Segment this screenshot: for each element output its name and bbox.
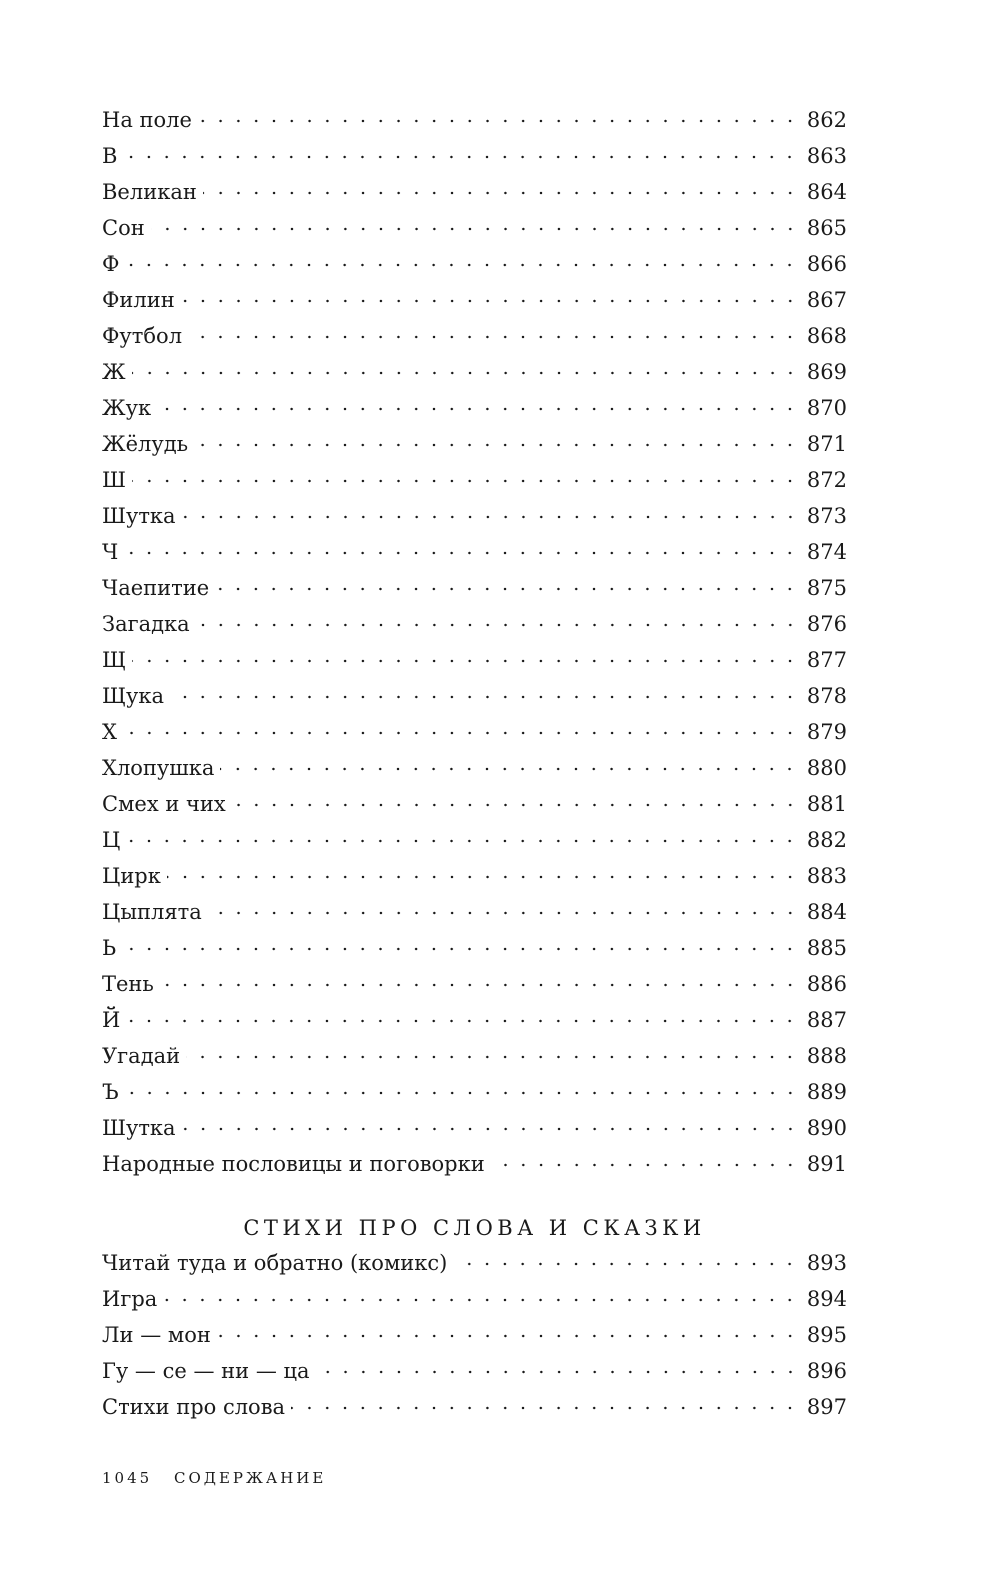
dot-leader [453, 1262, 799, 1266]
dot-leader [215, 587, 799, 591]
toc-entry[interactable] [102, 1002, 847, 1038]
toc-entry-page: 889 [806, 1080, 847, 1104]
dot-leader [291, 1406, 799, 1410]
toc-entry-title: Футбол [102, 324, 183, 348]
toc-entry-title: Шутка [102, 504, 176, 528]
toc-entry[interactable] [102, 318, 847, 354]
toc-entry[interactable] [102, 1038, 847, 1074]
toc-entry[interactable] [102, 354, 847, 390]
toc-entry[interactable] [102, 1074, 847, 1110]
dot-leader [122, 947, 799, 951]
dot-leader [125, 1091, 799, 1095]
toc-entry-page: 897 [806, 1395, 847, 1419]
dot-leader [132, 479, 799, 483]
toc-entry[interactable] [102, 1110, 847, 1146]
dot-leader [181, 299, 799, 303]
toc-entry-title: Великан [102, 180, 197, 204]
dot-leader [316, 1370, 799, 1374]
toc-entry-title: Стихи про слова [102, 1395, 286, 1419]
toc-entry[interactable] [102, 534, 847, 570]
toc-entry[interactable] [102, 1317, 847, 1353]
toc-entry[interactable] [102, 750, 847, 786]
toc-entry-title: Филин [102, 288, 175, 312]
toc-entry-title: Гу — се — ни — ца [102, 1359, 310, 1383]
dot-leader [196, 623, 799, 627]
toc-entry-title: Ъ [102, 1080, 119, 1104]
toc-entry-title: Смех и чих [102, 792, 226, 816]
toc-entry[interactable] [102, 822, 847, 858]
dot-leader [232, 803, 799, 807]
toc-entry-page: 870 [806, 396, 847, 420]
toc-entry-page: 888 [806, 1044, 847, 1068]
toc-entry-page: 872 [806, 468, 847, 492]
dot-leader [123, 731, 799, 735]
toc-entry-page: 867 [806, 288, 847, 312]
toc-entry[interactable] [102, 1281, 847, 1317]
toc-entry[interactable] [102, 282, 847, 318]
toc-entry-page: 874 [806, 540, 847, 564]
dot-leader [198, 119, 799, 123]
toc-entry[interactable] [102, 498, 847, 534]
toc-entry-page: 878 [806, 684, 847, 708]
toc-entry-page: 885 [806, 936, 847, 960]
dot-leader [217, 1334, 799, 1338]
toc-entry[interactable] [102, 390, 847, 426]
toc-entry-title: Цыплята [102, 900, 202, 924]
toc-entry-page: 880 [806, 756, 847, 780]
toc-entry[interactable] [102, 174, 847, 210]
toc-entry-page: 883 [806, 864, 847, 888]
dot-leader [182, 515, 799, 519]
toc-entry[interactable] [102, 642, 847, 678]
toc-entry-title: Щука [102, 684, 164, 708]
page-number: 1045 [102, 1469, 153, 1487]
toc-entry[interactable] [102, 1245, 847, 1281]
toc-entry-page: 877 [806, 648, 847, 672]
dot-leader [220, 767, 798, 771]
dot-leader [186, 1055, 799, 1059]
toc-entry-title: В [102, 144, 118, 168]
toc-entry-title: Й [102, 1008, 121, 1032]
toc-entry[interactable] [102, 606, 847, 642]
toc-entry-title: Цирк [102, 864, 161, 888]
page-footer [102, 1466, 326, 1490]
dot-leader [151, 227, 799, 231]
toc-entry-title: Ч [102, 540, 119, 564]
toc-list-section [102, 1245, 847, 1425]
toc-entry-page: 893 [806, 1251, 847, 1275]
toc-entry-title: Чаепитие [102, 576, 210, 600]
toc-entry-title: Щ [102, 648, 126, 672]
toc-entry[interactable] [102, 570, 847, 606]
dot-leader [124, 551, 799, 555]
toc-entry-page: 886 [806, 972, 847, 996]
toc-entry-page: 887 [806, 1008, 847, 1032]
toc-entry-title: Сон [102, 216, 145, 240]
toc-entry-title: Ь [102, 936, 117, 960]
toc-entry-title: Загадка [102, 612, 190, 636]
dot-leader [167, 875, 799, 879]
toc-entry-page: 871 [806, 432, 847, 456]
toc-entry[interactable] [102, 1389, 847, 1425]
toc-entry[interactable] [102, 138, 847, 174]
toc-entry-title: Ш [102, 468, 126, 492]
toc-entry-page: 896 [806, 1359, 847, 1383]
toc-entry[interactable] [102, 858, 847, 894]
toc-entry-page: 875 [806, 576, 847, 600]
toc-entry-page: 866 [806, 252, 847, 276]
dot-leader [132, 371, 799, 375]
toc-entry-title: Игра [102, 1287, 158, 1311]
toc-entry-title: Тень [102, 972, 154, 996]
toc-entry[interactable] [102, 462, 847, 498]
toc-entry-page: 873 [806, 504, 847, 528]
dot-leader [132, 659, 799, 663]
toc-entry-page: 876 [806, 612, 847, 636]
toc-entry[interactable] [102, 966, 847, 1002]
dot-leader [123, 155, 798, 159]
dot-leader [125, 263, 798, 267]
toc-entry-title: Жук [102, 396, 152, 420]
toc-entry-page: 864 [806, 180, 847, 204]
toc-entry-title: Угадай [102, 1044, 181, 1068]
toc-entry-title: На поле [102, 108, 192, 132]
dot-leader [126, 839, 799, 843]
toc-entry-page: 879 [806, 720, 847, 744]
dot-leader [188, 335, 799, 339]
toc-entry-page: 895 [806, 1323, 847, 1347]
toc-entry[interactable] [102, 246, 847, 282]
toc-entry-title: Хлопушка [102, 756, 215, 780]
dot-leader [157, 407, 799, 411]
toc-list-main [102, 102, 847, 1182]
toc-entry-page: 881 [806, 792, 847, 816]
dot-leader [203, 191, 799, 195]
toc-entry-page: 862 [806, 108, 847, 132]
toc-entry-title: Читай туда и обратно (комикс) [102, 1251, 448, 1275]
toc-entry-page: 894 [806, 1287, 847, 1311]
dot-leader [170, 695, 799, 699]
toc-entry-page: 891 [806, 1152, 847, 1176]
toc-entry[interactable] [102, 1146, 847, 1182]
toc-entry[interactable] [102, 678, 847, 714]
dot-leader [182, 1127, 799, 1131]
dot-leader [126, 1019, 799, 1023]
toc-entry-title: Шутка [102, 1116, 176, 1140]
toc-entry[interactable] [102, 786, 847, 822]
dot-leader [194, 443, 799, 447]
dot-leader [208, 911, 799, 915]
toc-entry-title: Ли — мон [102, 1323, 211, 1347]
toc-entry-page: 890 [806, 1116, 847, 1140]
toc-entry-page: 863 [806, 144, 847, 168]
toc-entry[interactable] [102, 426, 847, 462]
toc-entry[interactable] [102, 210, 847, 246]
toc-entry-page: 884 [806, 900, 847, 924]
toc-entry-title: Х [102, 720, 117, 744]
toc-entry[interactable] [102, 930, 847, 966]
toc-entry-page: 865 [806, 216, 847, 240]
dot-leader [491, 1163, 799, 1167]
toc-entry-title: Ц [102, 828, 121, 852]
toc-entry-title: Ж [102, 360, 126, 384]
toc-entry-page: 869 [806, 360, 847, 384]
dot-leader [160, 983, 799, 987]
toc-entry[interactable] [102, 102, 847, 138]
toc-entry[interactable] [102, 1353, 847, 1389]
dot-leader [163, 1298, 799, 1302]
toc-entry-page: 868 [806, 324, 847, 348]
section-heading: СТИХИ ПРО СЛОВА И СКАЗКИ [243, 1216, 706, 1240]
toc-entry-title: Жёлудь [102, 432, 189, 456]
toc-entry[interactable] [102, 894, 847, 930]
toc-entry[interactable] [102, 714, 847, 750]
running-title: СОДЕРЖАНИЕ [173, 1469, 327, 1487]
toc-entry-page: 882 [806, 828, 847, 852]
toc-entry-title: Ф [102, 252, 120, 276]
toc-entry-title: Народные пословицы и поговорки [102, 1152, 485, 1176]
